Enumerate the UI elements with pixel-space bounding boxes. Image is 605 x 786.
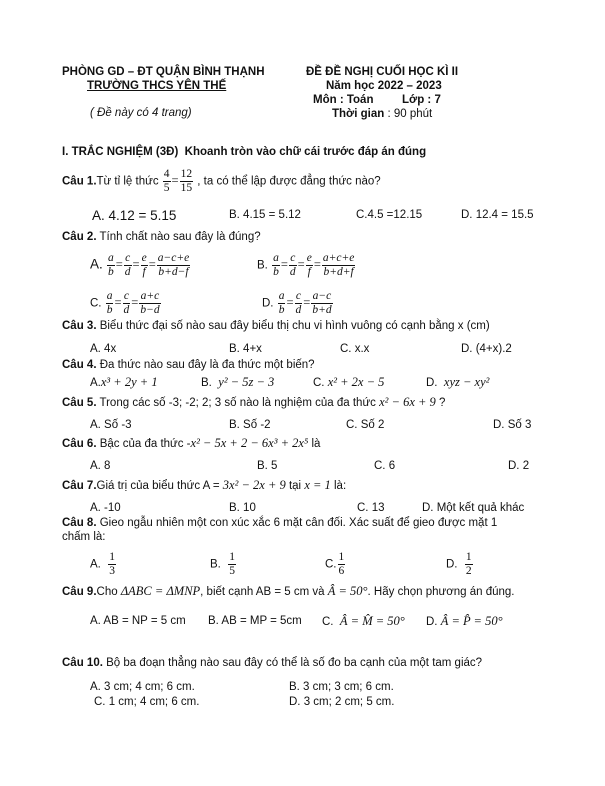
answer-b[interactable]: B. AB = MP = 5cm	[208, 615, 302, 627]
answer-b[interactable]: B. 10	[229, 502, 256, 514]
answer-b[interactable]: B. Số -2	[229, 419, 271, 431]
question-text: Bậc của đa thức -	[96, 438, 191, 450]
fraction	[163, 168, 171, 195]
fraction	[322, 252, 355, 279]
answer-d[interactable]: D. 12.4 = 15.5	[461, 209, 534, 221]
question-5	[62, 395, 445, 410]
answer-letter: C.	[313, 377, 325, 389]
time-line	[332, 108, 432, 120]
denominator: d	[124, 266, 131, 278]
answer-b[interactable]: B. 5	[257, 460, 278, 472]
question-math: x² − 6x + 9	[379, 395, 436, 409]
question-3	[62, 320, 490, 332]
numerator: 1	[109, 551, 116, 563]
fraction	[465, 551, 473, 578]
denominator: b+d−f	[158, 266, 189, 278]
answer-c[interactable]: C. 1 cm; 4 cm; 6 cm.	[94, 696, 200, 708]
answer-a[interactable]: A. 8	[90, 460, 111, 472]
section-instruction: Khoanh tròn vào chữ cái trước đáp án đúng	[184, 146, 427, 158]
fraction	[107, 252, 115, 279]
denominator: b	[106, 304, 113, 316]
question-label: Câu 1.	[62, 175, 97, 188]
numerator: c	[125, 252, 131, 264]
denominator: f	[307, 266, 311, 278]
answer-a[interactable]: A. Số -3	[90, 419, 132, 431]
denominator: b	[273, 266, 279, 278]
numerator: 4	[163, 168, 170, 180]
numerator: a	[278, 290, 285, 302]
answer-d[interactable]: D. $\frac{a}{b}$ = $\frac{c}{d}$ = $\frac{a-c}{b+d}$	[262, 290, 332, 316]
section-title-text: I. TRẮC NGHIỆM (3Đ)	[62, 146, 179, 158]
answer-c[interactable]: C. x.x	[340, 343, 370, 355]
answer-math: xyz − xy²	[443, 375, 490, 389]
department-name: PHÒNG GD – ĐT QUẬN BÌNH THẠNH	[62, 66, 265, 78]
answer-a[interactable]	[92, 208, 176, 223]
answer-b[interactable]: B. 4+x	[229, 343, 262, 355]
denominator: b	[107, 266, 114, 278]
answer-c[interactable]: C.4.5 =12.15	[356, 209, 423, 221]
fraction	[108, 551, 116, 578]
answer-d[interactable]: D. Một kết quả khác	[422, 502, 525, 514]
question-text: , ta có thể lập được đẳng thức nào?	[194, 175, 381, 188]
question-text: . Hãy chọn phương án đúng.	[367, 586, 515, 598]
answer-d[interactable]: D. 3 cm; 2 cm; 5 cm.	[289, 696, 395, 708]
question-label: Câu 5.	[62, 397, 97, 409]
answer-letter: A.	[90, 377, 101, 389]
answer-math: y² − 5z − 3	[218, 375, 275, 389]
answer-math: Â = M̂ = 50°	[339, 614, 405, 628]
numerator: e	[306, 252, 312, 264]
exam-title: ĐỀ ĐỀ NGHỊ CUỐI HỌC KÌ II	[306, 66, 459, 78]
fraction	[141, 252, 148, 279]
answer-math: x³ + 2y + 1	[100, 375, 158, 389]
answer-letter: C.	[90, 297, 102, 310]
answer-a[interactable]: A. AB = NP = 5 cm	[90, 615, 186, 627]
question-label: Câu 4.	[62, 359, 97, 371]
fraction	[272, 252, 280, 279]
answer-d[interactable]: D. Số 3	[493, 419, 532, 431]
question-10	[62, 657, 482, 669]
question-text: là	[308, 438, 321, 450]
numerator: a−c+e	[157, 252, 190, 264]
denominator: 5	[163, 182, 170, 194]
answer-d[interactable]	[426, 375, 489, 390]
question-math: ΔABC = ΔMNP	[120, 584, 201, 598]
fraction	[311, 290, 332, 317]
answer-a[interactable]: A. $\frac{a}{b}$ = $\frac{c}{d}$ = $\frac{e}{f}$ = $\frac{a-c+e}{b+d-f}$	[90, 252, 190, 278]
answer-d[interactable]: D. (4+x).2	[461, 343, 512, 355]
answer-d[interactable]	[426, 614, 503, 629]
question-8	[62, 517, 497, 529]
answer-letter: B.	[210, 558, 221, 571]
grade-label: Lớp : 7	[402, 94, 441, 106]
denominator: 15	[180, 182, 193, 194]
fraction	[289, 252, 297, 279]
fraction	[124, 252, 132, 279]
fraction	[228, 551, 236, 578]
question-7	[62, 478, 346, 493]
answer-b[interactable]: B. 4.15 = 5.12	[229, 209, 301, 221]
fraction	[306, 252, 313, 279]
question-text: Gieo ngẫu nhiên một con xúc xắc 6 mặt cân đối. Xác suất để gieo được mặt 1	[96, 517, 498, 529]
question-label: Câu 9.	[62, 586, 97, 598]
question-text: là:	[330, 480, 347, 492]
numerator: a−c	[312, 290, 332, 302]
question-text: Trong các số -3; -2; 2; 3 số nào là nghiệm của đa thức	[96, 397, 380, 409]
fraction	[278, 290, 286, 317]
question-math: Â = 50°	[327, 584, 368, 598]
question-text: Từ tỉ lệ thức	[96, 175, 162, 188]
denominator: b+d	[312, 304, 332, 316]
numerator: 1	[229, 551, 236, 563]
denominator: b−d	[140, 304, 160, 316]
answer-letter: D.	[426, 377, 438, 389]
question-math: 3x² − 2x + 9	[222, 478, 286, 492]
fraction	[157, 252, 190, 279]
denominator: 5	[229, 565, 236, 577]
answer-letter: B.	[257, 259, 268, 272]
question-4	[62, 359, 315, 371]
question-text: Cho	[96, 586, 121, 598]
question-label: Câu 3.	[62, 320, 97, 332]
denominator: 2	[465, 565, 472, 577]
answer-b[interactable]: B. 3 cm; 3 cm; 6 cm.	[289, 681, 394, 693]
pages-note: ( Đề này có 4 trang)	[90, 107, 192, 119]
question-text: Bộ ba đoạn thẳng nào sau đây có thể là số đo ba cạnh của một tam giác?	[102, 657, 483, 669]
numerator: a+c+e	[322, 252, 355, 264]
denominator: d	[295, 304, 302, 316]
answer-letter: D.	[426, 616, 438, 628]
numerator: 12	[180, 168, 193, 180]
denominator: b+d+f	[323, 266, 354, 278]
denominator: 6	[338, 565, 345, 577]
numerator: c	[290, 252, 296, 264]
question-label: Câu 2.	[62, 231, 97, 243]
fraction	[106, 290, 114, 317]
answer-c[interactable]	[313, 375, 384, 390]
question-label: Câu 10.	[62, 657, 103, 669]
question-text: Tính chất nào sau đây là đúng?	[96, 231, 261, 243]
answer-letter: A.	[90, 256, 103, 272]
answer-c[interactable]: C. 13	[357, 502, 385, 514]
answer-a[interactable]	[90, 375, 158, 390]
fraction	[123, 290, 131, 317]
fraction	[180, 168, 194, 195]
question-9	[62, 584, 514, 599]
answer-b[interactable]: B. $\frac{a}{b}$ = $\frac{c}{d}$ = $\frac{e}{f}$ = $\frac{a+c+e}{b+d+f}$	[257, 252, 355, 278]
numerator: a+c	[140, 290, 160, 302]
answer-letter: C.	[322, 616, 334, 628]
question-text: Giá trị của biểu thức A =	[96, 480, 223, 492]
numerator: a	[273, 252, 279, 264]
numerator: c	[295, 290, 301, 302]
answer-c[interactable]: C. $\frac{a}{b}$ = $\frac{c}{d}$ = $\frac{a+c}{b-d}$	[90, 290, 160, 316]
answer-letter: C.	[325, 558, 337, 571]
denominator: 3	[109, 565, 116, 577]
numerator: c	[123, 290, 129, 302]
denominator: b	[278, 304, 285, 316]
question-8-line2: chấm là:	[62, 531, 106, 543]
numerator: 1	[465, 551, 472, 563]
answer-a[interactable]: A. -10	[90, 502, 121, 514]
answer-c[interactable]: C. Số 2	[346, 419, 385, 431]
question-text: Đa thức nào sau đây là đa thức một biến?	[96, 359, 315, 371]
section-title	[62, 146, 426, 158]
answer-a[interactable]	[90, 551, 117, 578]
question-text: , biết cạnh AB = 5 cm và	[200, 586, 328, 598]
question-label: Câu 8.	[62, 517, 97, 529]
question-text: ?	[435, 397, 446, 409]
answer-d[interactable]: D. 2	[508, 460, 530, 472]
fraction	[139, 290, 160, 317]
answer-a[interactable]: A. 3 cm; 4 cm; 6 cm.	[90, 681, 195, 693]
answer-math: Â = P̂ = 50°	[440, 614, 503, 628]
answer-b[interactable]	[201, 375, 274, 390]
time-label: Thời gian	[332, 108, 385, 120]
school-year: Năm học 2022 – 2023	[326, 80, 442, 92]
denominator: f	[142, 266, 146, 278]
answer-b[interactable]	[210, 551, 237, 578]
numerator: a	[106, 290, 113, 302]
subject-label: Môn : Toán	[313, 94, 374, 106]
time-value: : 90 phút	[384, 108, 433, 120]
question-label: Câu 7.	[62, 480, 97, 492]
school-name: TRƯỜNG THCS YÊN THẾ	[87, 80, 227, 92]
answer-letter: A.	[90, 558, 101, 571]
numerator: e	[141, 252, 147, 264]
answer-c[interactable]: C. 6	[374, 460, 396, 472]
answer-math: x² + 2x − 5	[327, 375, 385, 389]
question-math: x = 1	[304, 478, 331, 492]
fraction	[295, 290, 303, 317]
answer-letter: D.	[446, 558, 458, 571]
question-2	[62, 231, 261, 243]
answer-c[interactable]	[322, 614, 405, 629]
numerator: a	[107, 252, 114, 264]
question-1: Câu 1.Từ tỉ lệ thức $\frac{4}{5}$ = $\frac{12}{15}$ , ta có thể lập được đẳng thức nào?	[62, 168, 381, 194]
question-6	[62, 436, 320, 451]
answer-a[interactable]: A. 4x	[90, 343, 117, 355]
denominator: d	[123, 304, 130, 316]
answer-letter: B.	[201, 377, 212, 389]
question-label: Câu 6.	[62, 438, 97, 450]
fraction	[338, 551, 346, 578]
answer-text: A. 4.12 = 5.15	[92, 208, 177, 223]
answer-letter: D.	[262, 297, 274, 310]
question-text: tại	[285, 480, 305, 492]
denominator: d	[289, 266, 296, 278]
question-math: x² − 5x + 2 − 6x³ + 2x⁵	[190, 436, 309, 450]
numerator: 1	[338, 551, 345, 563]
answer-d[interactable]	[446, 551, 474, 578]
question-text: Biểu thức đại số nào sau đây biểu thị chu vi hình vuông có cạnh bằng x (cm)	[96, 320, 490, 332]
answer-c[interactable]	[325, 551, 346, 578]
